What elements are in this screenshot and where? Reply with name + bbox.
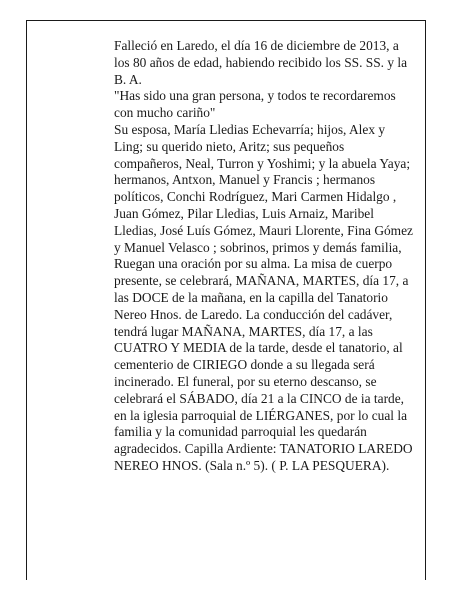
memorial-quote: "Has sido una gran persona, y todos te recordaremos con mucho cariño" [114, 88, 396, 121]
family-and-service-details: Su esposa, María Lledias Echevarría; hijos, Alex y Ling; su querido nieto, Aritz; sus pequeños compañeros, Neal, Turron y Yoshimi; y la abuela Yaya; hermanos, Antxon, Manuel y Francis ; hermanos políticos, Conchi Rodríguez, Mari Carmen Hidalgo , Juan Gómez, Pilar Lledias, Luis Arnaiz, Maribel Lledias, José Luís Gómez, Mauri Llorente, Fina Gómez y Manuel Velasco ; sobrinos, primos y demás familia, Ruegan una oración por su alma. La misa de cuerpo presente, se celebrará, MAÑANA, MARTES, día 17, a las DOCE de la mañana, en la capilla del Tanatorio Nereo Hnos. de Laredo. La conducción del cadáver, tendrá lugar MAÑANA, MARTES, día 17, a las CUATRO Y MEDIA de la tarde, desde el tanatorio, al cementerio de CIRIEGO donde a su llegada será incinerado. El funeral, por su eterno descanso, se celebrará el SÁBADO, día 21 a la CINCO de ia tarde, en la iglesia parroquial de LIÉRGANES, por lo cual la familia y la comunidad parroquial les quedarán agradecidos. Capilla Ardiente: TANATORIO LAREDO NEREO HNOS. (Sala n.º 5). ( P. LA PESQUERA). [114, 121, 413, 473]
obituary-notice [114, 38, 414, 475]
death-announcement: Falleció en Laredo, el día 16 de diciembre de 2013, a los 80 años de edad, habiendo recibido los SS. SS. y la B. A. [114, 38, 408, 87]
